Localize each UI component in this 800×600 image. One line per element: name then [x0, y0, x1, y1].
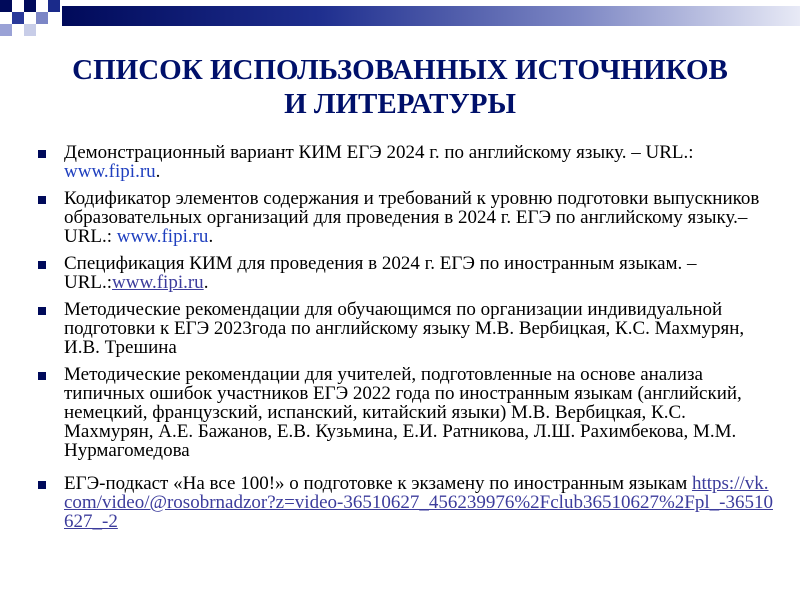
reference-list [36, 143, 776, 539]
item-text: Методические рекомендации для учителей, подготовленные на основе анализа типичных ошибок участников ЕГЭ 2022 года по иностранным языкам (английский, немецкий, французский, испанский, китайский языки) М.В. Вербицкая, К.С. Махмурян, А.Е. Бажанов, Е.В. Кузьмина, Е.И. Ратникова, Л.Ш. Рахимбекова, М.М. Нурмагомедова [64, 364, 742, 461]
square-bullet-icon [38, 372, 46, 380]
list-item [36, 143, 776, 181]
square-bullet-icon [38, 196, 46, 204]
page-title [0, 53, 800, 121]
deco-square [48, 0, 60, 12]
square-bullet-icon [38, 481, 46, 489]
deco-square [36, 12, 48, 24]
item-punct: . [155, 161, 161, 182]
vk-video-link[interactable]: https://vk.com/video/@rosobrnadzor?z=video-36510627_456239976%2Fclub36510627%2Fpl_-36510627_-2 [64, 473, 773, 532]
item-text: Кодификатор элементов содержания и требований к уровню подготовки выпускников образовательных организаций для проведения в 2024 г. ЕГЭ по английскому языку.–URL.: [64, 188, 760, 247]
list-item [36, 254, 776, 292]
square-bullet-icon [38, 150, 46, 158]
deco-square [24, 0, 36, 12]
square-bullet-icon [38, 307, 46, 315]
fipi-link[interactable]: www.fipi.ru [116, 226, 209, 247]
list-item [36, 365, 776, 460]
item-punct: . [208, 226, 214, 247]
item-text: ЕГЭ-подкаст «На все 100!» о подготовке к экзамену по иностранным языкам [64, 473, 692, 494]
item-text: Методические рекомендации для обучающимся по организации индивидуальной подготовки к ЕГЭ 2023года по английскому языку М.В. Вербицкая, К.С. Махмурян, И.В. Трешина [64, 299, 745, 358]
title-line-1: СПИСОК ИСПОЛЬЗОВАННЫХ ИСТОЧНИКОВ [72, 54, 728, 87]
title-line-2: И ЛИТЕРАТУРЫ [284, 88, 516, 121]
header-gradient-bar [62, 6, 800, 26]
deco-square [0, 24, 12, 36]
item-text: Спецификация КИМ для проведения в 2024 г. ЕГЭ по иностранным языкам. – URL.: [64, 253, 697, 293]
item-punct: . [203, 272, 209, 293]
list-item [36, 474, 776, 531]
fipi-link[interactable]: www.fipi.ru [64, 161, 156, 182]
item-text: Демонстрационный вариант КИМ ЕГЭ 2024 г. по английскому языку. – URL.: [64, 142, 694, 163]
list-item [36, 300, 776, 357]
square-bullet-icon [38, 261, 46, 269]
deco-square [0, 0, 12, 12]
list-item [36, 189, 776, 246]
deco-square [24, 24, 36, 36]
deco-square [12, 12, 24, 24]
corner-decoration [0, 0, 70, 45]
fipi-link[interactable]: www.fipi.ru [112, 272, 204, 293]
